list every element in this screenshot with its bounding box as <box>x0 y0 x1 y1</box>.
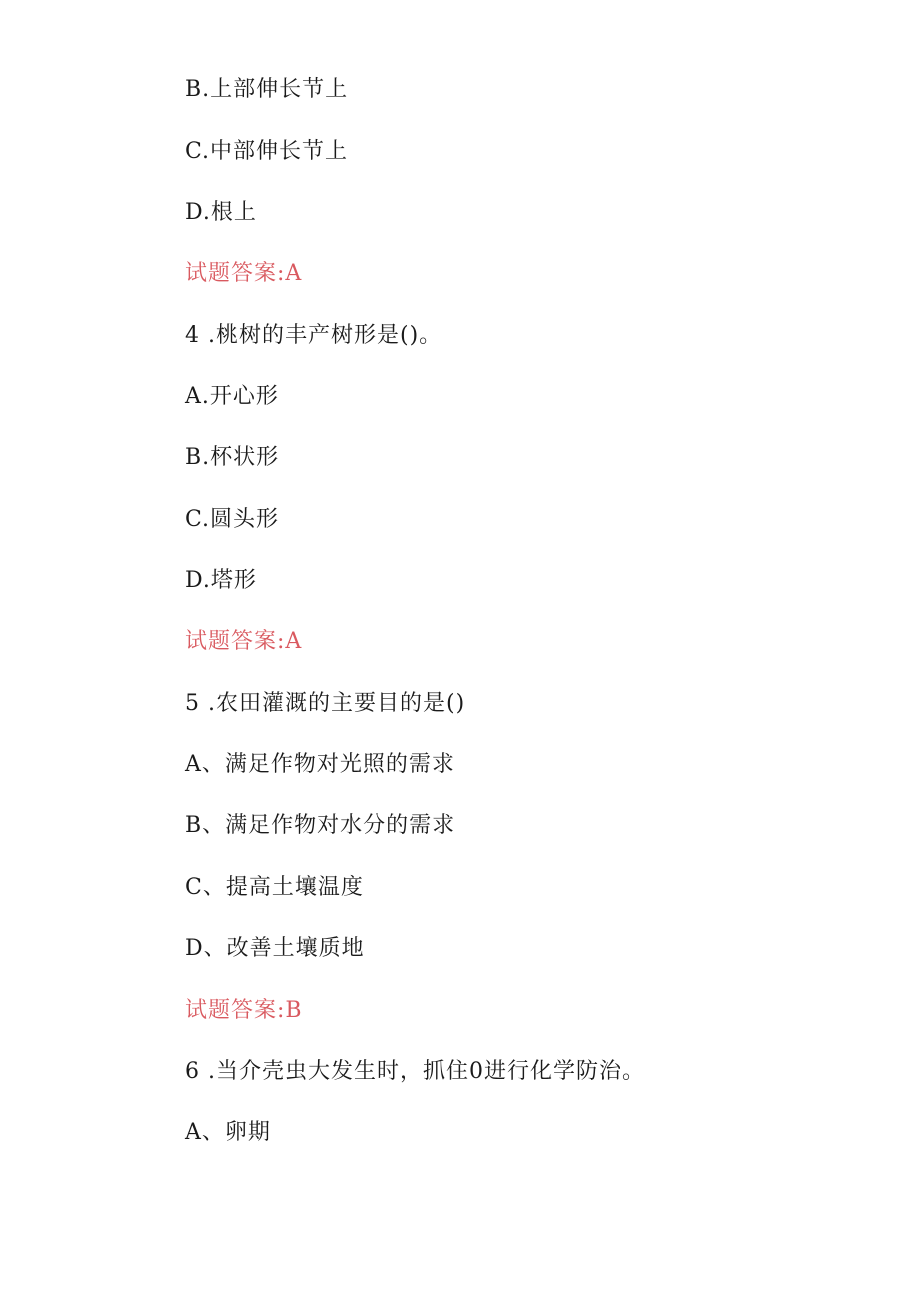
option-d: D.塔形 <box>185 568 257 593</box>
option-a: A、满足作物对光照的需求 <box>185 752 455 777</box>
option-a: A、卵期 <box>185 1120 271 1145</box>
question-4: 4 .桃树的丰产树形是()。 <box>185 323 443 348</box>
option-d: D、改善土壤质地 <box>185 936 365 961</box>
option-c: C.中部伸长节上 <box>185 139 349 164</box>
option-b: B.上部伸长节上 <box>185 77 349 102</box>
question-6: 6 .当介壳虫大发生时，抓住0进行化学防治。 <box>185 1059 645 1084</box>
option-d: D.根上 <box>185 200 257 225</box>
answer-line: 试题答案:A <box>185 261 303 286</box>
option-c: C、提高土壤温度 <box>185 875 364 900</box>
answer-line: 试题答案:A <box>185 629 303 654</box>
option-c: C.圆头形 <box>185 507 280 532</box>
option-b: B、满足作物对水分的需求 <box>185 813 456 838</box>
answer-line: 试题答案:B <box>185 998 303 1023</box>
question-5: 5 .农田灌溉的主要目的是() <box>185 691 466 716</box>
option-b: B.杯状形 <box>185 445 280 470</box>
option-a: A.开心形 <box>185 384 279 409</box>
